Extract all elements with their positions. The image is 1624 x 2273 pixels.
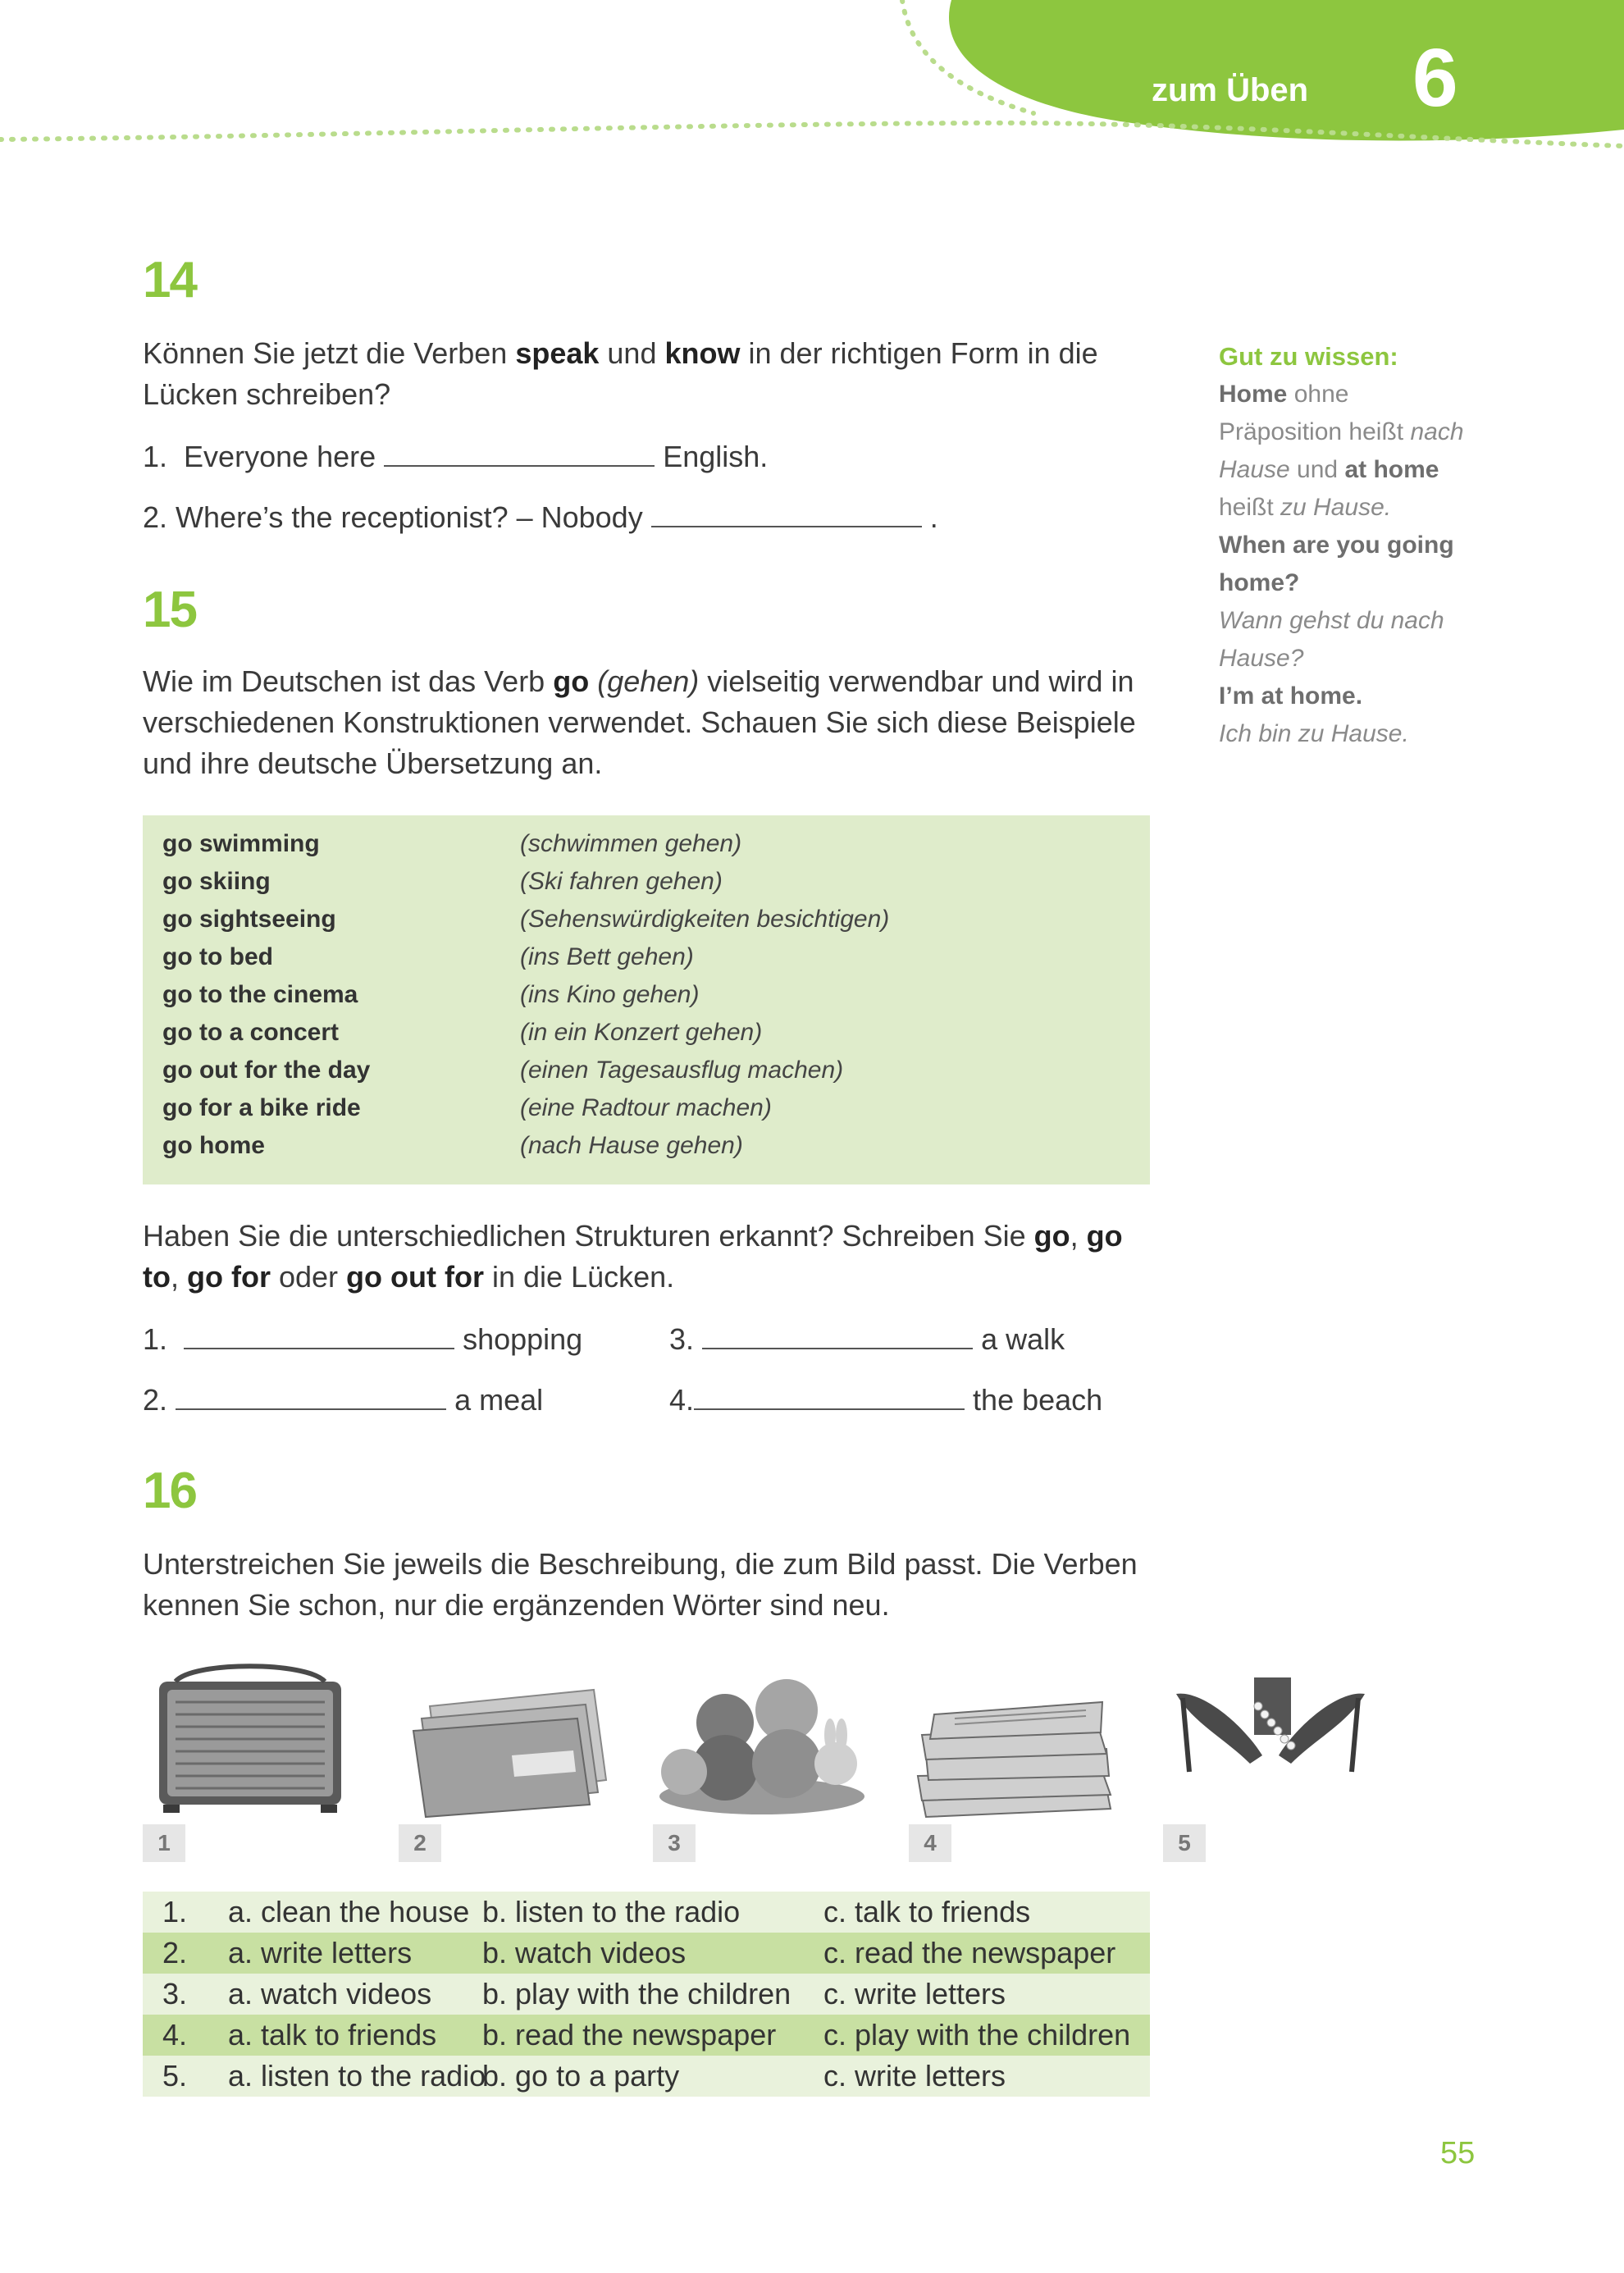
gap-item-2: 2. a meal — [143, 1383, 544, 1417]
gap-item-1: 1. shopping — [143, 1322, 583, 1356]
go-example-row: go skiing (Ski fahren gehen) — [162, 868, 723, 895]
exercise-14-item-2: 2. Where’s the receptionist? – Nobody . — [143, 500, 938, 534]
go-examples-box — [143, 815, 1150, 1184]
row-number: 2. — [162, 1936, 188, 1969]
go-example-row: go swimming (schwimmen gehen) — [162, 830, 742, 857]
exercise-number-15: 15 — [143, 582, 196, 638]
gap-blank[interactable] — [651, 501, 922, 527]
option-b[interactable]: b. read the newspaper — [482, 2018, 777, 2052]
picture-number-3: 3 — [653, 1824, 696, 1862]
option-a[interactable]: a. watch videos — [228, 1977, 432, 2011]
gap-blank[interactable] — [384, 440, 655, 467]
toys-icon — [651, 1657, 873, 1821]
option-c[interactable]: c. write letters — [823, 1977, 1006, 2011]
exercise-14-instruction: Können Sie jetzt die Verben speak und know in der richtigen Form in die Lücken schreiben? — [143, 336, 1098, 411]
option-c[interactable]: c. write letters — [823, 2059, 1006, 2093]
go-example-row: go to bed (ins Bett gehen) — [162, 943, 694, 970]
picture-number-4: 4 — [909, 1824, 951, 1862]
option-a[interactable]: a. write letters — [228, 1936, 413, 1969]
letters-icon — [397, 1657, 618, 1821]
sidebar-line: Wann gehst du nach — [1219, 607, 1444, 634]
table-row — [143, 2015, 1150, 2056]
exercise-15-instruction: Wie im Deutschen ist das Verb go (gehen) vielseitig verwendbar und wird in verschiedenen Konstruktionen verwendet. Schauen Sie sich diese Beispiele und ihre deutsche Übersetzung an. — [143, 664, 1136, 780]
radio-icon — [143, 1657, 364, 1821]
gap-item-4: 4. the beach — [669, 1383, 1103, 1417]
row-number: 3. — [162, 1977, 188, 2011]
go-example-row: go out for the day (einen Tagesausflug machen) — [162, 1057, 844, 1084]
table-row — [143, 1892, 1150, 1933]
option-a[interactable]: a. listen to the radio — [228, 2059, 486, 2093]
go-example-row: go sightseeing (Sehenswürdigkeiten besichtigen) — [162, 906, 890, 933]
row-number: 5. — [162, 2059, 188, 2093]
description-table — [143, 1892, 1150, 2097]
option-b[interactable]: b. go to a party — [482, 2059, 680, 2093]
header-decoration — [0, 0, 1624, 164]
sidebar-line: Home ohne — [1219, 381, 1349, 408]
go-example-row: go to a concert (in ein Konzert gehen) — [162, 1019, 763, 1046]
sidebar-line: Hause und at home — [1219, 456, 1439, 483]
sidebar-title: Gut zu wissen: — [1219, 342, 1398, 371]
exercise-number-14: 14 — [143, 252, 196, 308]
chapter-number: 6 — [1412, 32, 1458, 124]
sidebar-line: home? — [1219, 569, 1300, 596]
option-a[interactable]: a. clean the house — [228, 1895, 470, 1928]
option-a[interactable]: a. talk to friends — [228, 2018, 437, 2052]
table-row — [143, 1974, 1150, 2015]
sidebar-line: heißt zu Hause. — [1219, 494, 1392, 521]
gap-item-3: 3. a walk — [669, 1322, 1065, 1356]
gap-blank[interactable] — [702, 1323, 973, 1349]
exercise-14-item-1: 1. Everyone here English. — [143, 440, 769, 473]
good-to-know-sidebar — [1219, 338, 1563, 753]
go-example-row: go home (nach Hause gehen) — [162, 1132, 743, 1159]
sidebar-line: When are you going — [1219, 532, 1454, 559]
table-row — [143, 2056, 1150, 2097]
option-c[interactable]: c. talk to friends — [823, 1895, 1031, 1928]
header-tab-text: zum Üben — [1152, 72, 1309, 108]
option-b[interactable]: b. watch videos — [482, 1936, 687, 1969]
exercise-15-question: Haben Sie die unterschiedlichen Strukturen erkannt? Schreiben Sie go, go to, go for oder go out for in die Lücken. — [143, 1219, 1123, 1294]
shoes-icon — [1160, 1657, 1381, 1821]
picture-number-2: 2 — [399, 1824, 441, 1862]
picture-number-5: 5 — [1163, 1824, 1206, 1862]
gap-blank[interactable] — [694, 1384, 965, 1410]
page-number: 55 — [1440, 2136, 1476, 2170]
go-example-row: go to the cinema (ins Kino gehen) — [162, 981, 700, 1008]
newspapers-icon — [906, 1657, 1127, 1821]
sidebar-line: Hause? — [1219, 645, 1304, 672]
option-c[interactable]: c. play with the children — [823, 2018, 1131, 2052]
option-b[interactable]: b. listen to the radio — [482, 1895, 741, 1928]
gap-blank[interactable] — [184, 1323, 454, 1349]
go-example-row: go for a bike ride (eine Radtour machen) — [162, 1094, 772, 1121]
exercise-16-instruction: Unterstreichen Sie jeweils die Beschreibung, die zum Bild passt. Die Verben kennen Sie schon, nur die ergänzenden Wörter sind neu. — [143, 1547, 1138, 1622]
option-b[interactable]: b. play with the children — [482, 1977, 791, 2011]
option-c[interactable]: c. read the newspaper — [823, 1936, 1116, 1969]
table-row — [143, 1933, 1150, 1974]
sidebar-line: I’m at home. — [1219, 682, 1363, 710]
picture-number-1: 1 — [143, 1824, 185, 1862]
sidebar-line: Ich bin zu Hause. — [1219, 720, 1409, 747]
gap-blank[interactable] — [176, 1384, 446, 1410]
sidebar-line: Präposition heißt nach — [1219, 418, 1464, 445]
exercise-number-16: 16 — [143, 1463, 196, 1519]
row-number: 4. — [162, 2018, 188, 2052]
row-number: 1. — [162, 1895, 188, 1928]
